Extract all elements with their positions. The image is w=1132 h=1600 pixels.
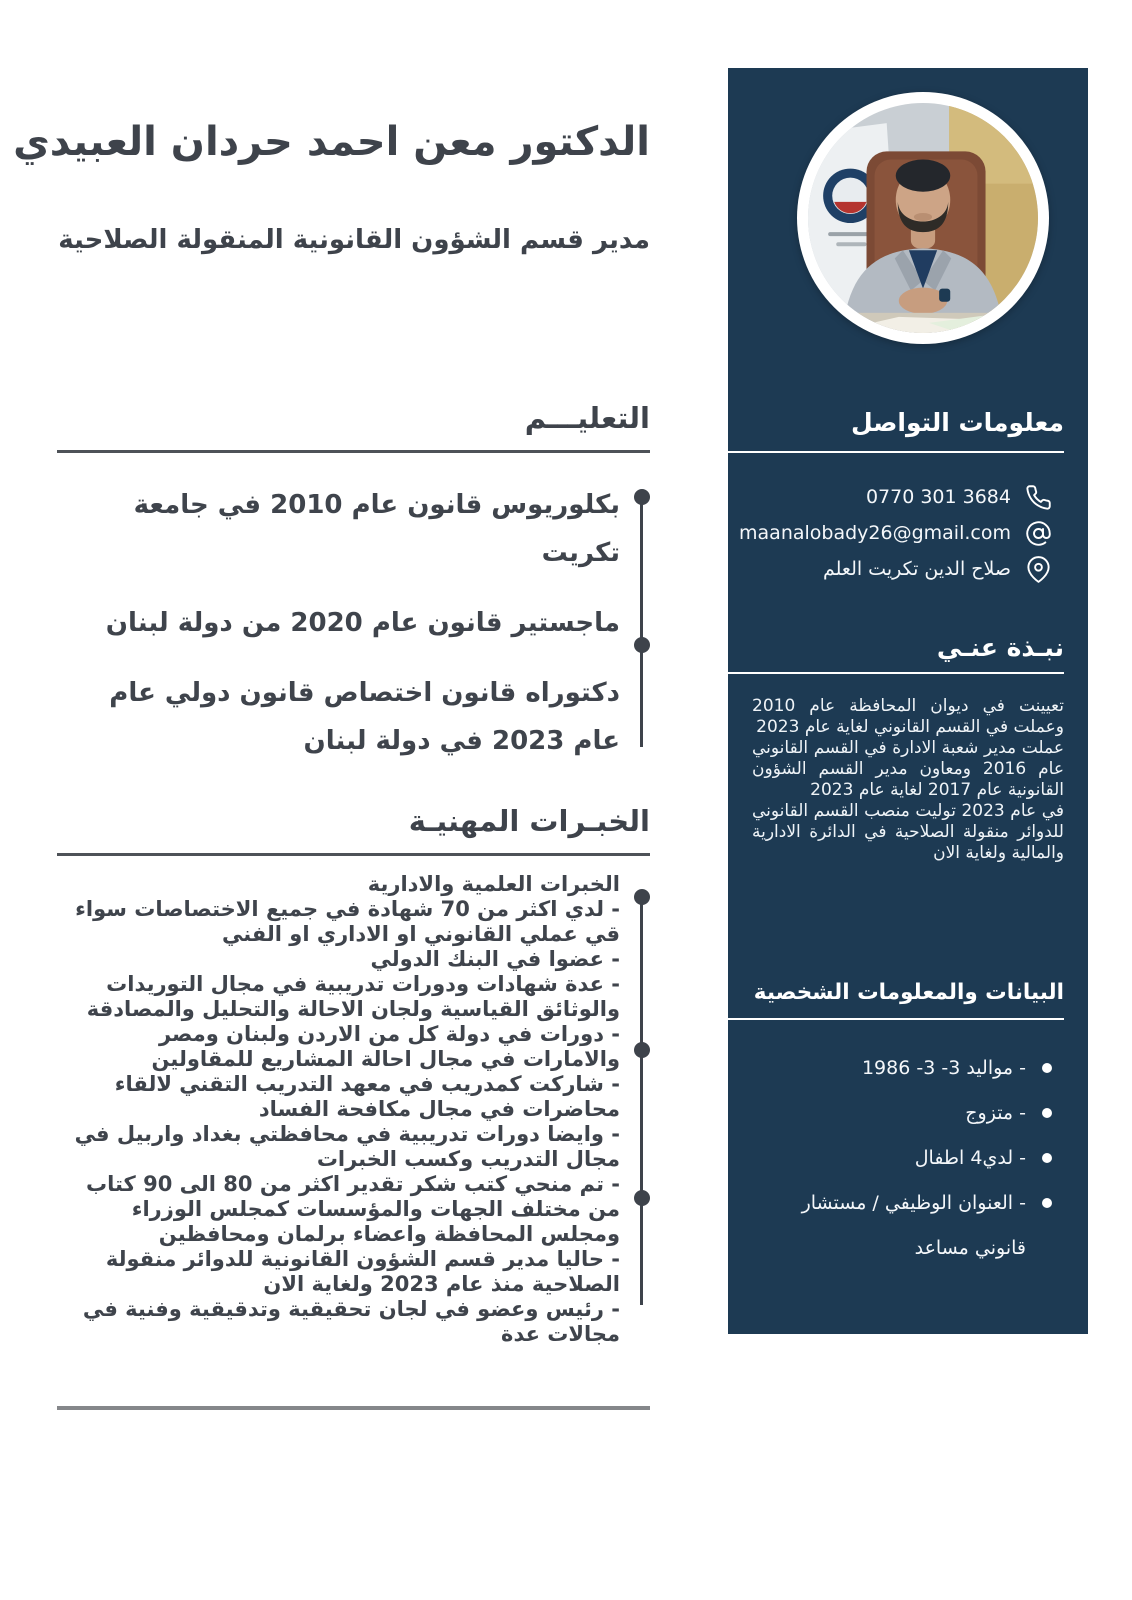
bullet-dot <box>1042 1108 1052 1118</box>
education-heading: التعليـــم <box>524 401 650 435</box>
experience-item: - عدة شهادات ودورات تدريبية في مجال التوريدات والوثائق القياسية ولجان الاحالة والتحليل والمصادقة <box>86 972 620 1021</box>
timeline-line <box>640 497 643 747</box>
section-divider <box>728 1018 1064 1020</box>
timeline-dot <box>634 637 650 653</box>
experience-item: - تم منحي كتب شكر تقدير اكثر من 80 الى 90 كتاب من مختلف الجهات والمؤسسات كمجلس الوزراء ومجلس المحافظة واعضاء برلمان ومحافظين <box>86 1172 620 1246</box>
person-photo-illustration <box>808 103 1038 333</box>
person-name: الدكتور معن احمد حردان العبيدي <box>13 119 650 165</box>
section-divider <box>728 451 1064 453</box>
personal-rows <box>728 1046 1088 1271</box>
experience-item: - شاركت كمدريب في معهد التدريب التقني لالقاء محاضرات في مجال مكافحة الفساد <box>114 1072 620 1121</box>
about-paragraph: عملت مدير شعبة الادارة في القسم القانوني عام 2016 ومعاون مدير القسم الشؤون القانونية عام 2017 لغاية عام 2023 <box>752 738 1064 800</box>
about-paragraph: تعيينت في ديوان المحافظة عام 2010 وعملت في القسم القانوني لغاية عام 2023 <box>752 696 1064 737</box>
personal-item-text: - متزوج <box>965 1102 1026 1124</box>
education-item: بكلوريوس قانون عام 2010 في جامعة تكريت <box>133 490 620 568</box>
contact-phone-row <box>728 479 1088 515</box>
person-job-title: مدير قسم الشؤون القانونية المنقولة الصلاحية <box>58 225 650 255</box>
bullet-dot <box>1042 1153 1052 1163</box>
experience-item: - وايضا دورات تدريبية في محافظتي بغداد واربيل في مجال التدريب وكسب الخبرات <box>74 1122 620 1171</box>
personal-item <box>728 1091 1088 1136</box>
phone-number: 0770 301 3684 <box>865 486 1011 508</box>
experience-list <box>57 872 650 1347</box>
timeline-dot <box>634 1042 650 1058</box>
personal-item <box>728 1046 1088 1091</box>
education-item: ماجستير قانون عام 2020 من دولة لبنان <box>105 608 620 638</box>
phone-icon <box>1025 484 1052 511</box>
personal-heading: البيانات والمعلومات الشخصية <box>753 980 1064 1005</box>
personal-item <box>728 1136 1088 1181</box>
personal-item-text: - مواليد 3- 3- 1986 <box>861 1057 1026 1079</box>
section-divider <box>57 853 650 856</box>
about-heading: نبـذة عنـي <box>936 633 1064 662</box>
about-section <box>728 633 1088 864</box>
contact-email-row <box>728 515 1088 551</box>
location-text: صلاح الدين تكريت العلم <box>822 558 1011 580</box>
timeline-dot <box>634 1190 650 1206</box>
experience-intro: الخبرات العلمية والادارية <box>367 872 620 896</box>
footer-divider <box>57 1406 650 1410</box>
experience-item: - حاليا مدير قسم الشؤون القانونية للدوائر منقولة الصلاحية منذ عام 2023 ولغاية الان <box>105 1247 620 1296</box>
education-item: دكتوراه قانون اختصاص قانون دولي عام عام 2023 في دولة لبنان <box>109 678 620 756</box>
personal-section <box>728 978 1088 1271</box>
email-address: maanalobady26@gmail.com <box>739 522 1011 544</box>
experience-item: - رئيس وعضو في لجان تحقيقية وتدقيقية وفنية في مجالات عدة <box>82 1297 620 1346</box>
map-pin-icon <box>1025 556 1052 583</box>
bullet-dot <box>1042 1198 1052 1208</box>
education-section <box>57 400 650 787</box>
section-divider <box>728 672 1064 674</box>
timeline-line <box>640 890 643 1305</box>
profile-photo <box>797 92 1049 344</box>
experience-item: - دورات في دولة كل من الاردن ولبنان ومصر والامارات في مجال احالة المشاريع للمقاولين <box>151 1022 620 1071</box>
contact-rows <box>728 479 1088 587</box>
education-list <box>57 481 650 765</box>
contact-section <box>728 408 1088 587</box>
about-paragraph: في عام 2023 توليت منصب القسم القانوني للدوائر منقولة الصلاحية في الدائرة الادارية والمالية ولغاية الان <box>752 801 1064 863</box>
experience-item: - عضوا في البنك الدولي <box>370 947 620 971</box>
personal-item <box>728 1181 1088 1271</box>
personal-item-text: - العنوان الوظيفي / مستشار قانوني مساعد <box>801 1192 1026 1259</box>
main-column <box>13 0 650 1600</box>
timeline-dot <box>634 889 650 905</box>
sidebar <box>728 68 1088 1334</box>
timeline-dot <box>634 489 650 505</box>
personal-item-text: - لدي4 اطفال <box>914 1147 1026 1169</box>
experience-section <box>57 803 650 1347</box>
about-text <box>752 696 1064 864</box>
bullet-dot <box>1042 1063 1052 1073</box>
experience-heading: الخبـرات المهنيـة <box>408 804 650 838</box>
experience-item: - لدي اكثر من 70 شهادة في جميع الاختصاصات سواء قي عملي القانوني او الاداري او الفني <box>75 897 620 946</box>
at-sign-icon <box>1025 520 1052 547</box>
section-divider <box>57 450 650 453</box>
contact-heading: معلومات التواصل <box>850 408 1064 437</box>
contact-location-row <box>728 551 1088 587</box>
